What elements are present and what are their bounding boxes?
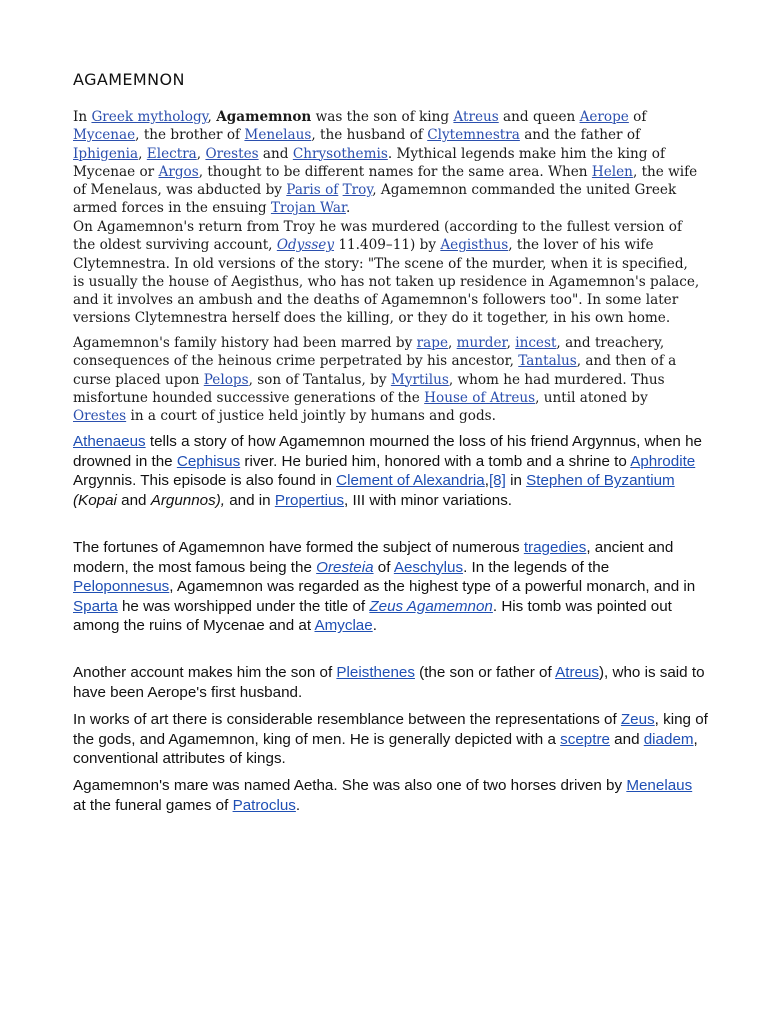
bold-agamemnon: Agamemnon <box>216 109 312 125</box>
link-orestes[interactable]: Orestes <box>205 145 259 162</box>
link-chrysothemis[interactable]: Chrysothemis <box>292 145 388 162</box>
link-reference-8[interactable]: [8] <box>488 472 506 490</box>
link-patroclus[interactable]: Patroclus <box>232 796 296 814</box>
paragraph-family-history: Agamemnon's family history had been marred by rape, murder, incest, and treachery, consequences of the heinous crime perpetrated by his ancestor, Tantalus, and then of a curse placed upon Pelops, son of Tantalus, by Myrtilus, whom he had murdered. Thus misfortune hounded successive generations of the House of Atreus, until atoned by Orestes in a court of justice held jointly by humans and gods. <box>73 335 677 425</box>
link-sceptre[interactable]: sceptre <box>560 730 610 748</box>
link-clytemnestra[interactable]: Clytemnestra <box>427 127 520 144</box>
link-zeus[interactable]: Zeus <box>620 711 655 728</box>
link-zeus-agamemnon[interactable]: Zeus Agamemnon <box>369 597 493 615</box>
link-murder[interactable]: murder <box>456 335 507 351</box>
paragraph-another-account: Another account makes him the son of Pleisthenes (the son or father of Atreus), who is said to have been Aerope's first husband. <box>73 664 705 701</box>
link-mycenae[interactable]: Mycenae <box>73 127 136 144</box>
link-aegisthus[interactable]: Aegisthus <box>440 237 509 254</box>
link-argos[interactable]: Argos <box>158 163 199 180</box>
page-title: AGAMEMNON <box>73 70 185 89</box>
link-aerope[interactable]: Aerope <box>579 109 629 125</box>
link-peloponnesus[interactable]: Peloponnesus <box>73 578 170 596</box>
link-atreus-2[interactable]: Atreus <box>555 664 599 681</box>
link-pleisthenes[interactable]: Pleisthenes <box>336 664 415 681</box>
link-helen[interactable]: Helen <box>591 163 633 180</box>
paragraph-mare: Agamemnon's mare was named Aetha. She was also one of two horses driven by Menelaus at the funeral games of Patroclus. <box>73 777 693 814</box>
paragraph-intro: In Greek mythology, Agamemnon was the son of king Atreus and queen Aerope of Mycenae, the brother of Menelaus, the husband of Clytemnestra and the father of Iphigenia, Electra, Orestes and Chrysothemis. Mythical legends make him the king of Mycenae or Argos, thought to be different names for the same area. When Helen, the wife of Menelaus, was abducted by Paris of Troy, Agamemnon commanded the united Greek armed forces in the ensuing Trojan War. <box>73 109 698 217</box>
link-atreus[interactable]: Atreus <box>453 109 499 125</box>
link-house-of-atreus[interactable]: House of Atreus <box>424 389 536 406</box>
link-orestes-2[interactable]: Orestes <box>73 408 127 425</box>
link-electra[interactable]: Electra <box>146 145 197 162</box>
link-aphrodite[interactable]: Aphrodite <box>630 452 696 470</box>
link-paris-of[interactable]: Paris of <box>286 182 339 199</box>
link-trojan-war[interactable]: Trojan War <box>270 200 346 217</box>
link-cephisus[interactable]: Cephisus <box>176 452 241 470</box>
link-menelaus[interactable]: Menelaus <box>244 127 312 144</box>
paragraph-fortunes: The fortunes of Agamemnon have formed the subject of numerous tragedies, ancient and modern, the most famous being the Oresteia of Aeschylus. In the legends of the Peloponnesus, Agamemnon was regarded as the highest type of a powerful monarch, and in Sparta he was worshipped under the title of Zeus Agamemnon. His tomb was pointed out among the ruins of Mycenae and at Amyclae. <box>73 539 696 635</box>
paragraph-return: On Agamemnon's return from Troy he was murdered (according to the fullest version of the oldest surviving account, Odyssey 11.409–11) by Aegisthus, the lover of his wife Clytemnestra. In old versions of the story: "The scene of the murder, when it is specified, is usually the house of Aegisthus, who has not taken up residence in Agamemnon's palace, and it involves an ambush and the deaths of Agamemnon's followers too". In some later versions Clytemnestra herself does the killing, or they do it together, in his own home. <box>73 219 700 327</box>
link-odyssey[interactable]: Odyssey <box>276 237 335 254</box>
link-sparta[interactable]: Sparta <box>73 597 118 615</box>
link-rape[interactable]: rape <box>416 335 448 351</box>
paragraph-athenaeus: Athenaeus tells a story of how Agamemnon mourned the loss of his friend Argynnus, when he drowned in the Cephisus river. He buried him, honored with a tomb and a shrine to Aphrodite Argynnis. This episode is also found in Clement of Alexandria,[8] in Stephen of Byzantium (Kopai and Argunnos), and in Propertius, III with minor variations. <box>73 433 702 509</box>
link-amyclae[interactable]: Amyclae <box>314 617 373 635</box>
link-greek-mythology[interactable]: Greek mythology <box>91 109 208 125</box>
link-propertius[interactable]: Propertius <box>274 491 345 509</box>
link-menelaus-2[interactable]: Menelaus <box>626 777 693 794</box>
link-diadem[interactable]: diadem <box>643 730 694 748</box>
link-incest[interactable]: incest <box>515 335 557 351</box>
link-tantalus[interactable]: Tantalus <box>518 353 577 370</box>
link-tragedies[interactable]: tragedies <box>523 539 587 556</box>
paragraph-works-of-art: In works of art there is considerable resemblance between the representations of Zeus, king of the gods, and Agamemnon, king of men. He is generally depicted with a sceptre and diadem, conventional attributes of kings. <box>73 711 708 768</box>
link-athenaeus[interactable]: Athenaeus <box>73 433 146 450</box>
link-clement-of-alexandria[interactable]: Clement of Alexandria <box>336 472 485 490</box>
link-troy[interactable]: Troy <box>342 182 373 199</box>
link-aeschylus[interactable]: Aeschylus <box>393 558 464 576</box>
link-myrtilus[interactable]: Myrtilus <box>390 371 449 388</box>
link-oresteia[interactable]: Oresteia <box>316 558 374 576</box>
link-pelops[interactable]: Pelops <box>203 371 249 388</box>
link-stephen-of-byzantium[interactable]: Stephen of Byzantium <box>526 472 675 490</box>
link-iphigenia[interactable]: Iphigenia <box>73 145 139 162</box>
